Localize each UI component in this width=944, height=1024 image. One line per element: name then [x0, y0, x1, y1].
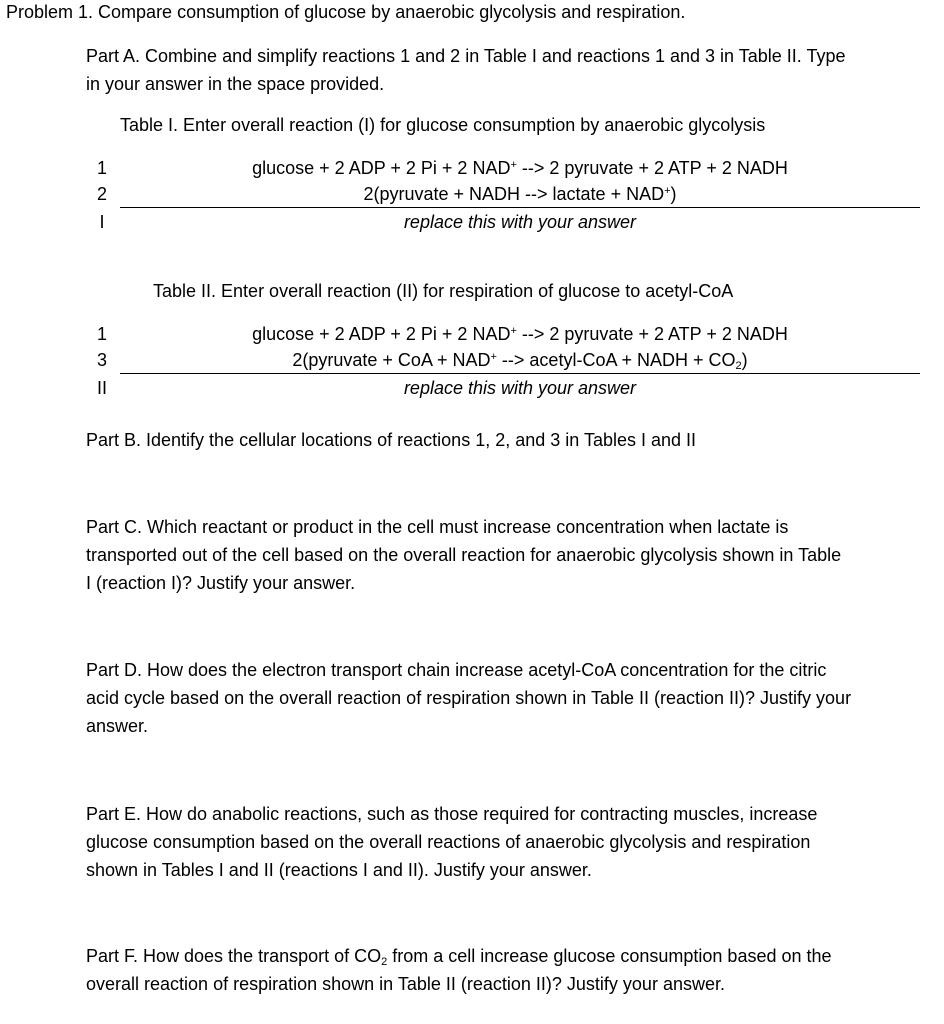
table-2-row-II-number: II [96, 378, 107, 398]
t2-reaction-1-sup: + [510, 325, 517, 337]
table-1-reaction-1 [120, 155, 920, 181]
reaction-3-lhs: 2(pyruvate + CoA + NAD [292, 350, 491, 370]
reaction-3-sup: + [490, 351, 497, 363]
reaction-1-rhs: --> 2 pyruvate + 2 ATP + 2 NADH [516, 158, 788, 178]
table-2-answer-field[interactable]: replace this with your answer [403, 378, 637, 398]
reaction-1-lhs: glucose + 2 ADP + 2 Pi + 2 NAD [252, 158, 511, 178]
reaction-2-rhs: ) [670, 184, 677, 204]
t2-reaction-1-rhs: --> 2 pyruvate + 2 ATP + 2 NADH [516, 324, 788, 344]
part-f-line-1 [86, 942, 926, 970]
reaction-3-rhs: ) [741, 350, 748, 370]
part-d-line-1: Part D. How does the electron transport chain increase acetyl-CoA concentration for the citric [86, 660, 827, 680]
part-a-line-1: Part A. Combine and simplify reactions 1 and 2 in Table I and reactions 1 and 3 in Table II. Type [86, 46, 846, 66]
reaction-3-mid: --> acetyl-CoA + NADH + CO [496, 350, 736, 370]
problem-title: Problem 1. Compare consumption of glucose by anaerobic glycolysis and respiration. [6, 2, 686, 22]
table-1-caption: Table I. Enter overall reaction (I) for glucose consumption by anaerobic glycolysis [120, 115, 766, 135]
reaction-1-sup: + [510, 159, 517, 171]
part-f-sub: 2 [381, 956, 388, 968]
part-f-line-1a: Part F. How does the transport of CO [86, 946, 382, 966]
part-f-text [86, 942, 926, 998]
part-c-line-1: Part C. Which reactant or product in the cell must increase concentration when lactate is [86, 517, 789, 537]
table-1-reaction-2 [120, 181, 920, 207]
table-2-reaction-1 [120, 321, 920, 347]
part-f-line-2: overall reaction of respiration shown in Table II (reaction II)? Justify your answer. [86, 974, 725, 994]
table-1-divider [120, 207, 920, 208]
table-2-row-1-number: 1 [96, 324, 107, 344]
part-c-line-3: I (reaction I)? Justify your answer. [86, 573, 356, 593]
table-2-reaction-3 [120, 347, 920, 373]
table-2-caption: Table II. Enter overall reaction (II) for respiration of glucose to acetyl-CoA [153, 281, 734, 301]
part-d-line-2: acid cycle based on the overall reaction of respiration shown in Table II (reaction II)? Justify your [86, 688, 852, 708]
part-e-line-2: glucose consumption based on the overall reactions of anaerobic glycolysis and respiration [86, 832, 811, 852]
table-1-row-2-number: 2 [96, 184, 107, 204]
part-e-line-1: Part E. How do anabolic reactions, such as those required for contracting muscles, increase [86, 804, 818, 824]
table-1-answer-field[interactable]: replace this with your answer [403, 212, 637, 232]
part-a-line-2: in your answer in the space provided. [86, 74, 385, 94]
table-2-row-3-number: 3 [96, 350, 107, 370]
table-2-divider [120, 373, 920, 374]
part-a-text [86, 42, 926, 98]
table-1-row-I-number: I [99, 212, 105, 232]
part-e-line-3: shown in Tables I and II (reactions I and II). Justify your answer. [86, 860, 592, 880]
table-1-row-1-number: 1 [96, 158, 107, 178]
part-d-text [86, 656, 926, 740]
part-b-text: Part B. Identify the cellular locations of reactions 1, 2, and 3 in Tables I and II [86, 430, 697, 450]
part-c-text [86, 513, 926, 597]
part-c-line-2: transported out of the cell based on the overall reaction for anaerobic glycolysis shown in Table [86, 545, 842, 565]
part-f-line-1b: from a cell increase glucose consumption based on the [387, 946, 832, 966]
part-e-text [86, 800, 926, 884]
reaction-2-sup: + [664, 185, 671, 197]
part-d-line-3: answer. [86, 716, 149, 736]
reaction-2-lhs: 2(pyruvate + NADH --> lactate + NAD [363, 184, 665, 204]
reaction-3-sub: 2 [735, 360, 742, 372]
t2-reaction-1-lhs: glucose + 2 ADP + 2 Pi + 2 NAD [252, 324, 511, 344]
